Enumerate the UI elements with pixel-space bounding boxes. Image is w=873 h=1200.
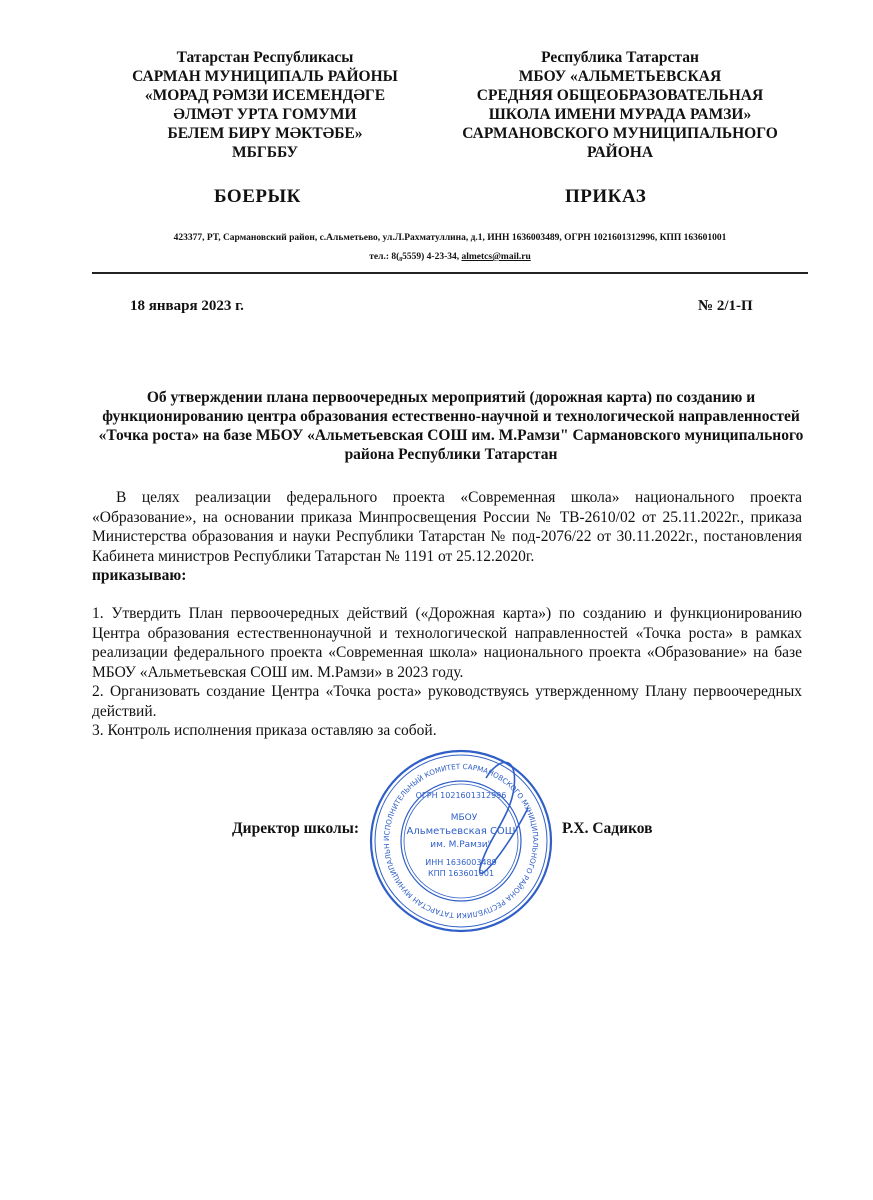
- preamble-text: В целях реализации федерального проекта «Современная школа» национального проекта «Образование», на основании приказа Минпросвещения России № ТВ-2610/02 от 25.11.2022г., приказа Министерства образования и науки Республики Татарстан № под-2076/22 от 30.11.2022г., постановления Кабинета министров Республики Татарстан № 1191 от 25.12.2020г.: [92, 489, 802, 565]
- address-line: 423377, РТ, Сармановский район, с.Альметьево, ул.Л.Рахматуллина, д.1, ИНН 1636003489, ОГРН 1021601312996, КПП 163601001: [173, 233, 727, 243]
- decree-word: приказываю:: [92, 567, 187, 584]
- header-left-line: «МОРАД РӘМЗИ ИСЕМЕНДӘГЕ: [144, 87, 386, 104]
- stamp-ogrn: ОГРН 1021601312996: [415, 791, 507, 800]
- stamp-named: им. М.Рамзи": [430, 840, 492, 850]
- header-left-line: ӘЛМӘТ УРТА ГОМУМИ: [173, 106, 357, 123]
- header-left-line: МБГББУ: [231, 144, 299, 161]
- header-left-line: САРМАН МУНИЦИПАЛЬ РАЙОНЫ: [132, 68, 398, 85]
- header-right-russian: [435, 48, 805, 162]
- header-right-line: САРМАНОВСКОГО МУНИЦИПАЛЬНОГО: [462, 125, 778, 142]
- order-number: № 2/1-П: [698, 298, 753, 314]
- header-right-line: СРЕДНЯЯ ОБЩЕОБРАЗОВАТЕЛЬНАЯ: [476, 87, 764, 104]
- stamp-graphic: [368, 748, 554, 934]
- stamp-school: Альметьевская СОШ: [406, 826, 516, 837]
- header-divider: [92, 272, 808, 274]
- order-item: 3. Контроль исполнения приказа оставляю за собой.: [92, 722, 437, 739]
- stamp-org: МБОУ: [450, 813, 478, 823]
- signature-name: Р.Х. Садиков: [562, 820, 653, 837]
- doc-type-tatar: БОЕРЫК: [214, 186, 301, 207]
- preamble-block: [92, 488, 802, 586]
- header-right-line: ШКОЛА ИМЕНИ МУРАДА РАМЗИ»: [488, 106, 752, 123]
- order-date: 18 января 2023 г.: [130, 298, 244, 314]
- header-right-line: Республика Татарстан: [541, 49, 699, 66]
- stamp-inn: ИНН 1636003489: [425, 858, 497, 867]
- header-left-line: БЕЛЕМ БИРҮ МӘКТӘБЕ»: [167, 125, 363, 142]
- order-item: 1. Утвердить План первоочередных действий («Дорожная карта») по созданию и функционированию Центра образования естественнонаучной и технологической направленностей «Точка роста» в рамках реализации федерального проекта «Современная школа» национального проекта «Образование» на базе МБОУ «Альметьевская СОШ им. М.Рамзи» в 2023 году.: [92, 605, 802, 681]
- order-items: [92, 604, 802, 741]
- phone: тел.: 8(₈5559) 4-23-34,: [369, 252, 460, 262]
- stamp-ring-text: ИСПОЛНИТЕЛЬНЫЙ КОМИТЕТ САРМАНОВСКОГО МУНИЦИПАЛЬНОГО РАЙОНА РЕСПУБЛИКИ ТАТАРСТАН МУНИЦИПАЛЬН: [381, 761, 541, 921]
- header-right-line: МБОУ «АЛЬМЕТЬЕВСКАЯ: [518, 68, 722, 85]
- official-stamp: [368, 748, 554, 934]
- header-right-line: РАЙОНА: [586, 144, 654, 161]
- signature-position: Директор школы:: [232, 820, 359, 837]
- header-left-tatar: [100, 48, 430, 162]
- contact-line: [92, 252, 808, 262]
- order-title: Об утверждении плана первоочередных мероприятий (дорожная карта) по созданию и функционированию центра образования естественно-научной и технологической направленностей «Точка роста» на базе МБОУ «Альметьевская СОШ им. М.Рамзи" Сармановского муниципального района Республики Татарстан: [98, 389, 804, 463]
- email-link[interactable]: almetcs@mail.ru: [461, 252, 531, 262]
- order-item: 2. Организовать создание Центра «Точка роста» руководствуясь утвержденному Плану первоочередных действий.: [92, 683, 802, 720]
- stamp-kpp: КПП 163601001: [427, 869, 495, 878]
- doc-type-russian: ПРИКАЗ: [565, 186, 647, 207]
- header-left-line: Татарстан Республикасы: [176, 49, 354, 66]
